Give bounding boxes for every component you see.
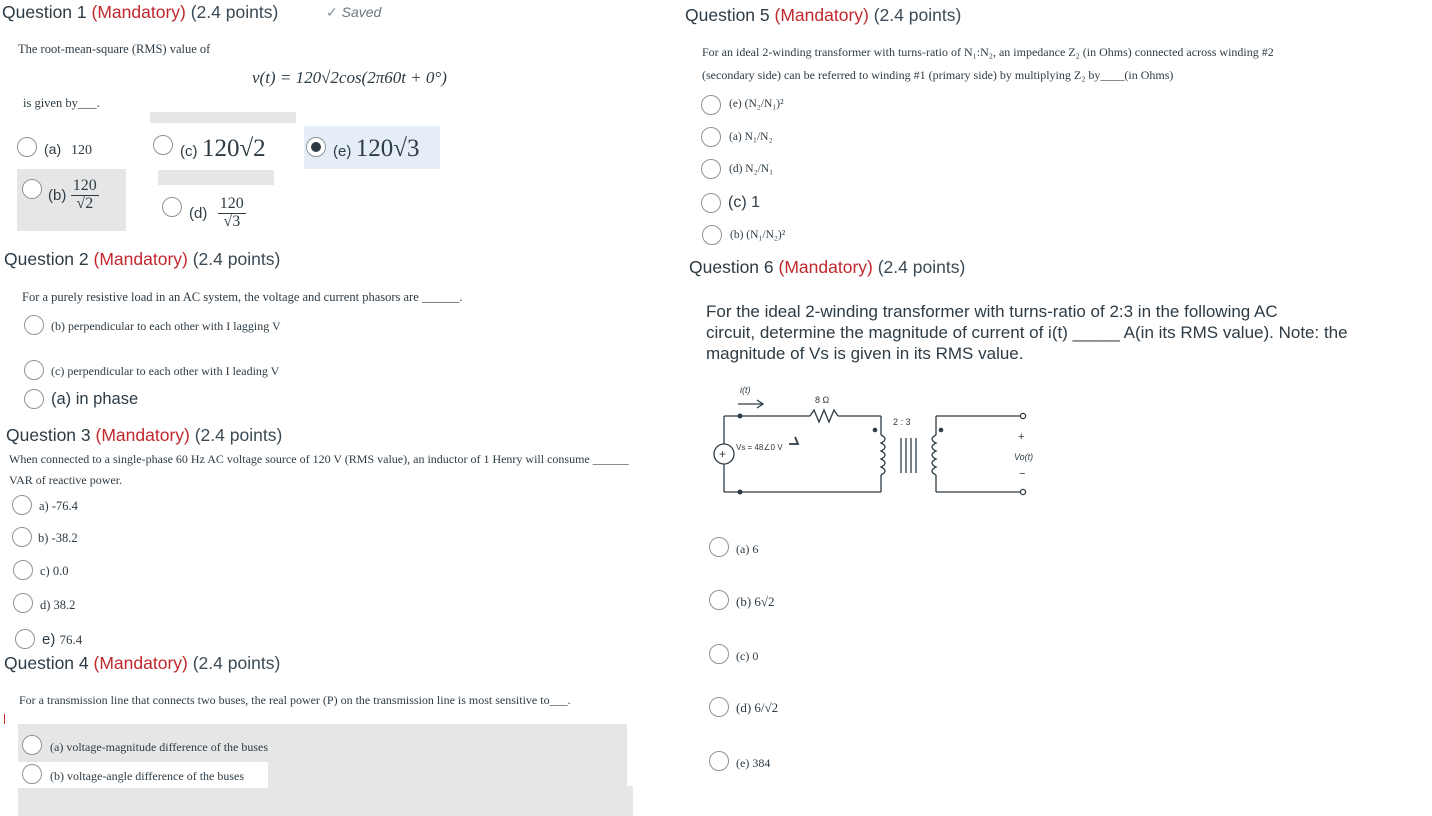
q4-option-a[interactable]: (a) voltage-magnitude difference of the buses <box>50 740 269 754</box>
output-terminal-bottom <box>1020 489 1025 494</box>
q5-option-c[interactable]: (c) 1 <box>728 194 760 211</box>
q3-stem-line1: When connected to a single-phase 60 Hz AC voltage source of 120 V (RMS value), an inductor of 1 Henry will consume ______ <box>9 452 629 466</box>
q3-option-b[interactable]: b) -38.2 <box>38 531 78 545</box>
q1-option-a-value: 120 <box>71 143 93 158</box>
q4-option-a-radio[interactable] <box>22 735 42 755</box>
q6-points: (2.4 points) <box>877 257 966 277</box>
q1-option-a[interactable] <box>44 141 92 159</box>
q3-option-d-radio[interactable] <box>13 593 33 613</box>
q1-option-b[interactable] <box>48 178 99 213</box>
q3-points: (2.4 points) <box>194 425 283 445</box>
q6-option-b-radio[interactable] <box>709 590 729 610</box>
saved-label: Saved <box>341 4 382 20</box>
ratio-label: 2 : 3 <box>893 417 911 427</box>
q1-option-d[interactable] <box>189 196 246 231</box>
q1-option-b-radio[interactable] <box>22 179 42 199</box>
q2-option-a[interactable]: (a) in phase <box>51 390 139 408</box>
q5-number: Question 5 <box>685 5 770 25</box>
q5-option-e-radio[interactable] <box>701 95 721 115</box>
q3-option-e-label: e) <box>42 631 56 648</box>
q1-option-e-label: (e) <box>333 143 352 160</box>
q1-option-c[interactable] <box>180 135 266 163</box>
q3-option-e-value: 76.4 <box>59 632 83 647</box>
output-minus-label: − <box>1019 468 1026 480</box>
q2-option-b[interactable]: (b) perpendicular to each other with I lagging V <box>51 319 281 333</box>
q2-title <box>4 249 280 270</box>
q1-equation: v(t) = 120√2cos(2π60t + 0°) <box>252 68 447 87</box>
q2-option-c-radio[interactable] <box>24 360 44 380</box>
q5-option-a-radio[interactable] <box>701 127 721 147</box>
q6-stem-line3: magnitude of Vs is given in its RMS value. <box>706 344 1024 363</box>
q6-title <box>689 257 965 278</box>
q1-option-d-denominator: √3 <box>223 212 241 230</box>
output-terminal-top <box>1020 413 1025 418</box>
secondary-coil <box>932 435 936 475</box>
q3-title <box>6 425 282 446</box>
q1-option-c-label: (c) <box>180 143 198 160</box>
q6-option-d-radio[interactable] <box>709 697 729 717</box>
source-label: Vs = 48∠0 V <box>736 443 783 452</box>
resistor-label: 8 Ω <box>815 395 830 405</box>
q4-option-b[interactable]: (b) voltage-angle difference of the buses <box>50 769 245 783</box>
q2-stem: For a purely resistive load in an AC system, the voltage and current phasors are ______. <box>22 290 463 304</box>
angle-symbol <box>789 437 798 444</box>
output-plus-label: + <box>1018 431 1025 443</box>
q4-number: Question 4 <box>4 653 89 673</box>
check-icon: ✓ <box>326 4 338 20</box>
q1-option-d-label: (d) <box>189 204 208 222</box>
q1-stem-intro: The root-mean-square (RMS) value of <box>18 42 211 56</box>
q2-points: (2.4 points) <box>192 249 281 269</box>
output-voltage-label: Vo(t) <box>1014 452 1034 462</box>
q5-stem-line1: For an ideal 2-winding transformer with turns-ratio of N₁:N₂, an impedance Z₂ (in Ohms) connected across winding #2 <box>702 45 1274 59</box>
q1-mandatory: (Mandatory) <box>91 2 186 22</box>
q3-option-e[interactable] <box>42 631 82 648</box>
q5-option-b[interactable]: (b) (N₁/N₂)² <box>730 229 786 241</box>
q3-option-e-radio[interactable] <box>15 629 35 649</box>
q1-option-shade <box>150 112 296 123</box>
q1-option-a-label: (a) <box>44 141 62 157</box>
q4-title <box>4 653 280 674</box>
q3-mandatory: (Mandatory) <box>95 425 190 445</box>
secondary-dot <box>939 428 944 433</box>
q5-option-d-radio[interactable] <box>701 159 721 179</box>
q2-number: Question 2 <box>4 249 89 269</box>
primary-dot <box>873 428 878 433</box>
q1-option-b-label: (b) <box>48 186 67 204</box>
q4-mandatory: (Mandatory) <box>93 653 188 673</box>
q6-option-b[interactable]: (b) 6√2 <box>736 594 775 609</box>
q1-title <box>2 2 278 23</box>
q6-number: Question 6 <box>689 257 774 277</box>
q3-option-c-radio[interactable] <box>13 560 33 580</box>
q5-points: (2.4 points) <box>873 5 962 25</box>
q6-option-d[interactable]: (d) 6/√2 <box>736 700 779 715</box>
q6-stem-line2: circuit, determine the magnitude of current of i(t) _____ A(in its RMS value). Note: the <box>706 323 1348 342</box>
q6-option-a[interactable]: (a) 6 <box>736 542 759 556</box>
q1-option-e[interactable] <box>333 135 420 163</box>
q1-option-e-radio[interactable] <box>306 137 326 157</box>
q3-option-d[interactable]: d) 38.2 <box>40 598 76 612</box>
q3-option-a[interactable]: a) -76.4 <box>39 499 78 513</box>
q3-option-c[interactable]: c) 0.0 <box>40 564 69 578</box>
q1-option-b-numerator: 120 <box>72 177 97 194</box>
q1-option-d-radio[interactable] <box>162 197 182 217</box>
q4-points: (2.4 points) <box>192 653 281 673</box>
text-cursor <box>4 714 5 724</box>
q2-option-b-radio[interactable] <box>24 315 44 335</box>
q1-option-shade-2 <box>158 170 274 185</box>
q1-option-b-denominator: √2 <box>76 194 94 212</box>
q1-option-a-radio[interactable] <box>17 137 37 157</box>
q3-number: Question 3 <box>6 425 91 445</box>
q1-option-c-radio[interactable] <box>153 135 173 155</box>
primary-coil <box>881 435 885 475</box>
q2-option-a-radio[interactable] <box>24 389 44 409</box>
q6-option-e[interactable]: (e) 384 <box>736 756 771 770</box>
q5-stem-line2: (secondary side) can be referred to winding #1 (primary side) by multiplying Z₂ by____(in Ohms) <box>702 68 1174 82</box>
q6-option-a-radio[interactable] <box>709 537 729 557</box>
q4-stem: For a transmission line that connects two buses, the real power (P) on the transmission line is most sensitive to___. <box>19 693 571 707</box>
q6-option-c-radio[interactable] <box>709 644 729 664</box>
q6-option-e-radio[interactable] <box>709 751 729 771</box>
q5-option-b-radio[interactable] <box>702 225 722 245</box>
q3-option-a-radio[interactable] <box>12 495 32 515</box>
q1-option-e-value: 120√3 <box>355 135 420 162</box>
q3-stem-line2: VAR of reactive power. <box>9 473 123 487</box>
q6-option-c[interactable]: (c) 0 <box>736 649 759 663</box>
q1-option-d-numerator: 120 <box>219 195 244 212</box>
resistor-symbol <box>810 410 838 422</box>
q2-option-c[interactable]: (c) perpendicular to each other with I leading V <box>51 364 280 378</box>
q3-option-b-radio[interactable] <box>12 527 32 547</box>
q5-option-d[interactable]: (d) N₂/N₁ <box>729 163 774 175</box>
q6-circuit-diagram <box>700 380 1040 505</box>
q1-points: (2.4 points) <box>190 2 279 22</box>
saved-status <box>326 4 381 21</box>
q4-option-b-radio[interactable] <box>22 764 42 784</box>
q5-title <box>685 5 961 26</box>
q1-number: Question 1 <box>2 2 87 22</box>
q1-stem-end: is given by___. <box>23 96 100 110</box>
current-label: i(t) <box>740 385 751 395</box>
q5-mandatory: (Mandatory) <box>774 5 869 25</box>
source-plus-sign: + <box>719 447 727 461</box>
q5-option-a[interactable]: (a) N₁/N₂ <box>729 131 773 143</box>
q2-mandatory: (Mandatory) <box>93 249 188 269</box>
q1-option-c-value: 120√2 <box>201 135 266 162</box>
q6-stem-line1: For the ideal 2-winding transformer with turns-ratio of 2:3 in the following AC <box>706 302 1278 321</box>
q4-options-shade-edge <box>625 786 633 816</box>
q5-option-c-radio[interactable] <box>701 193 721 213</box>
q6-mandatory: (Mandatory) <box>778 257 873 277</box>
q5-option-e[interactable]: (e) (N₂/N₁)² <box>729 98 784 110</box>
